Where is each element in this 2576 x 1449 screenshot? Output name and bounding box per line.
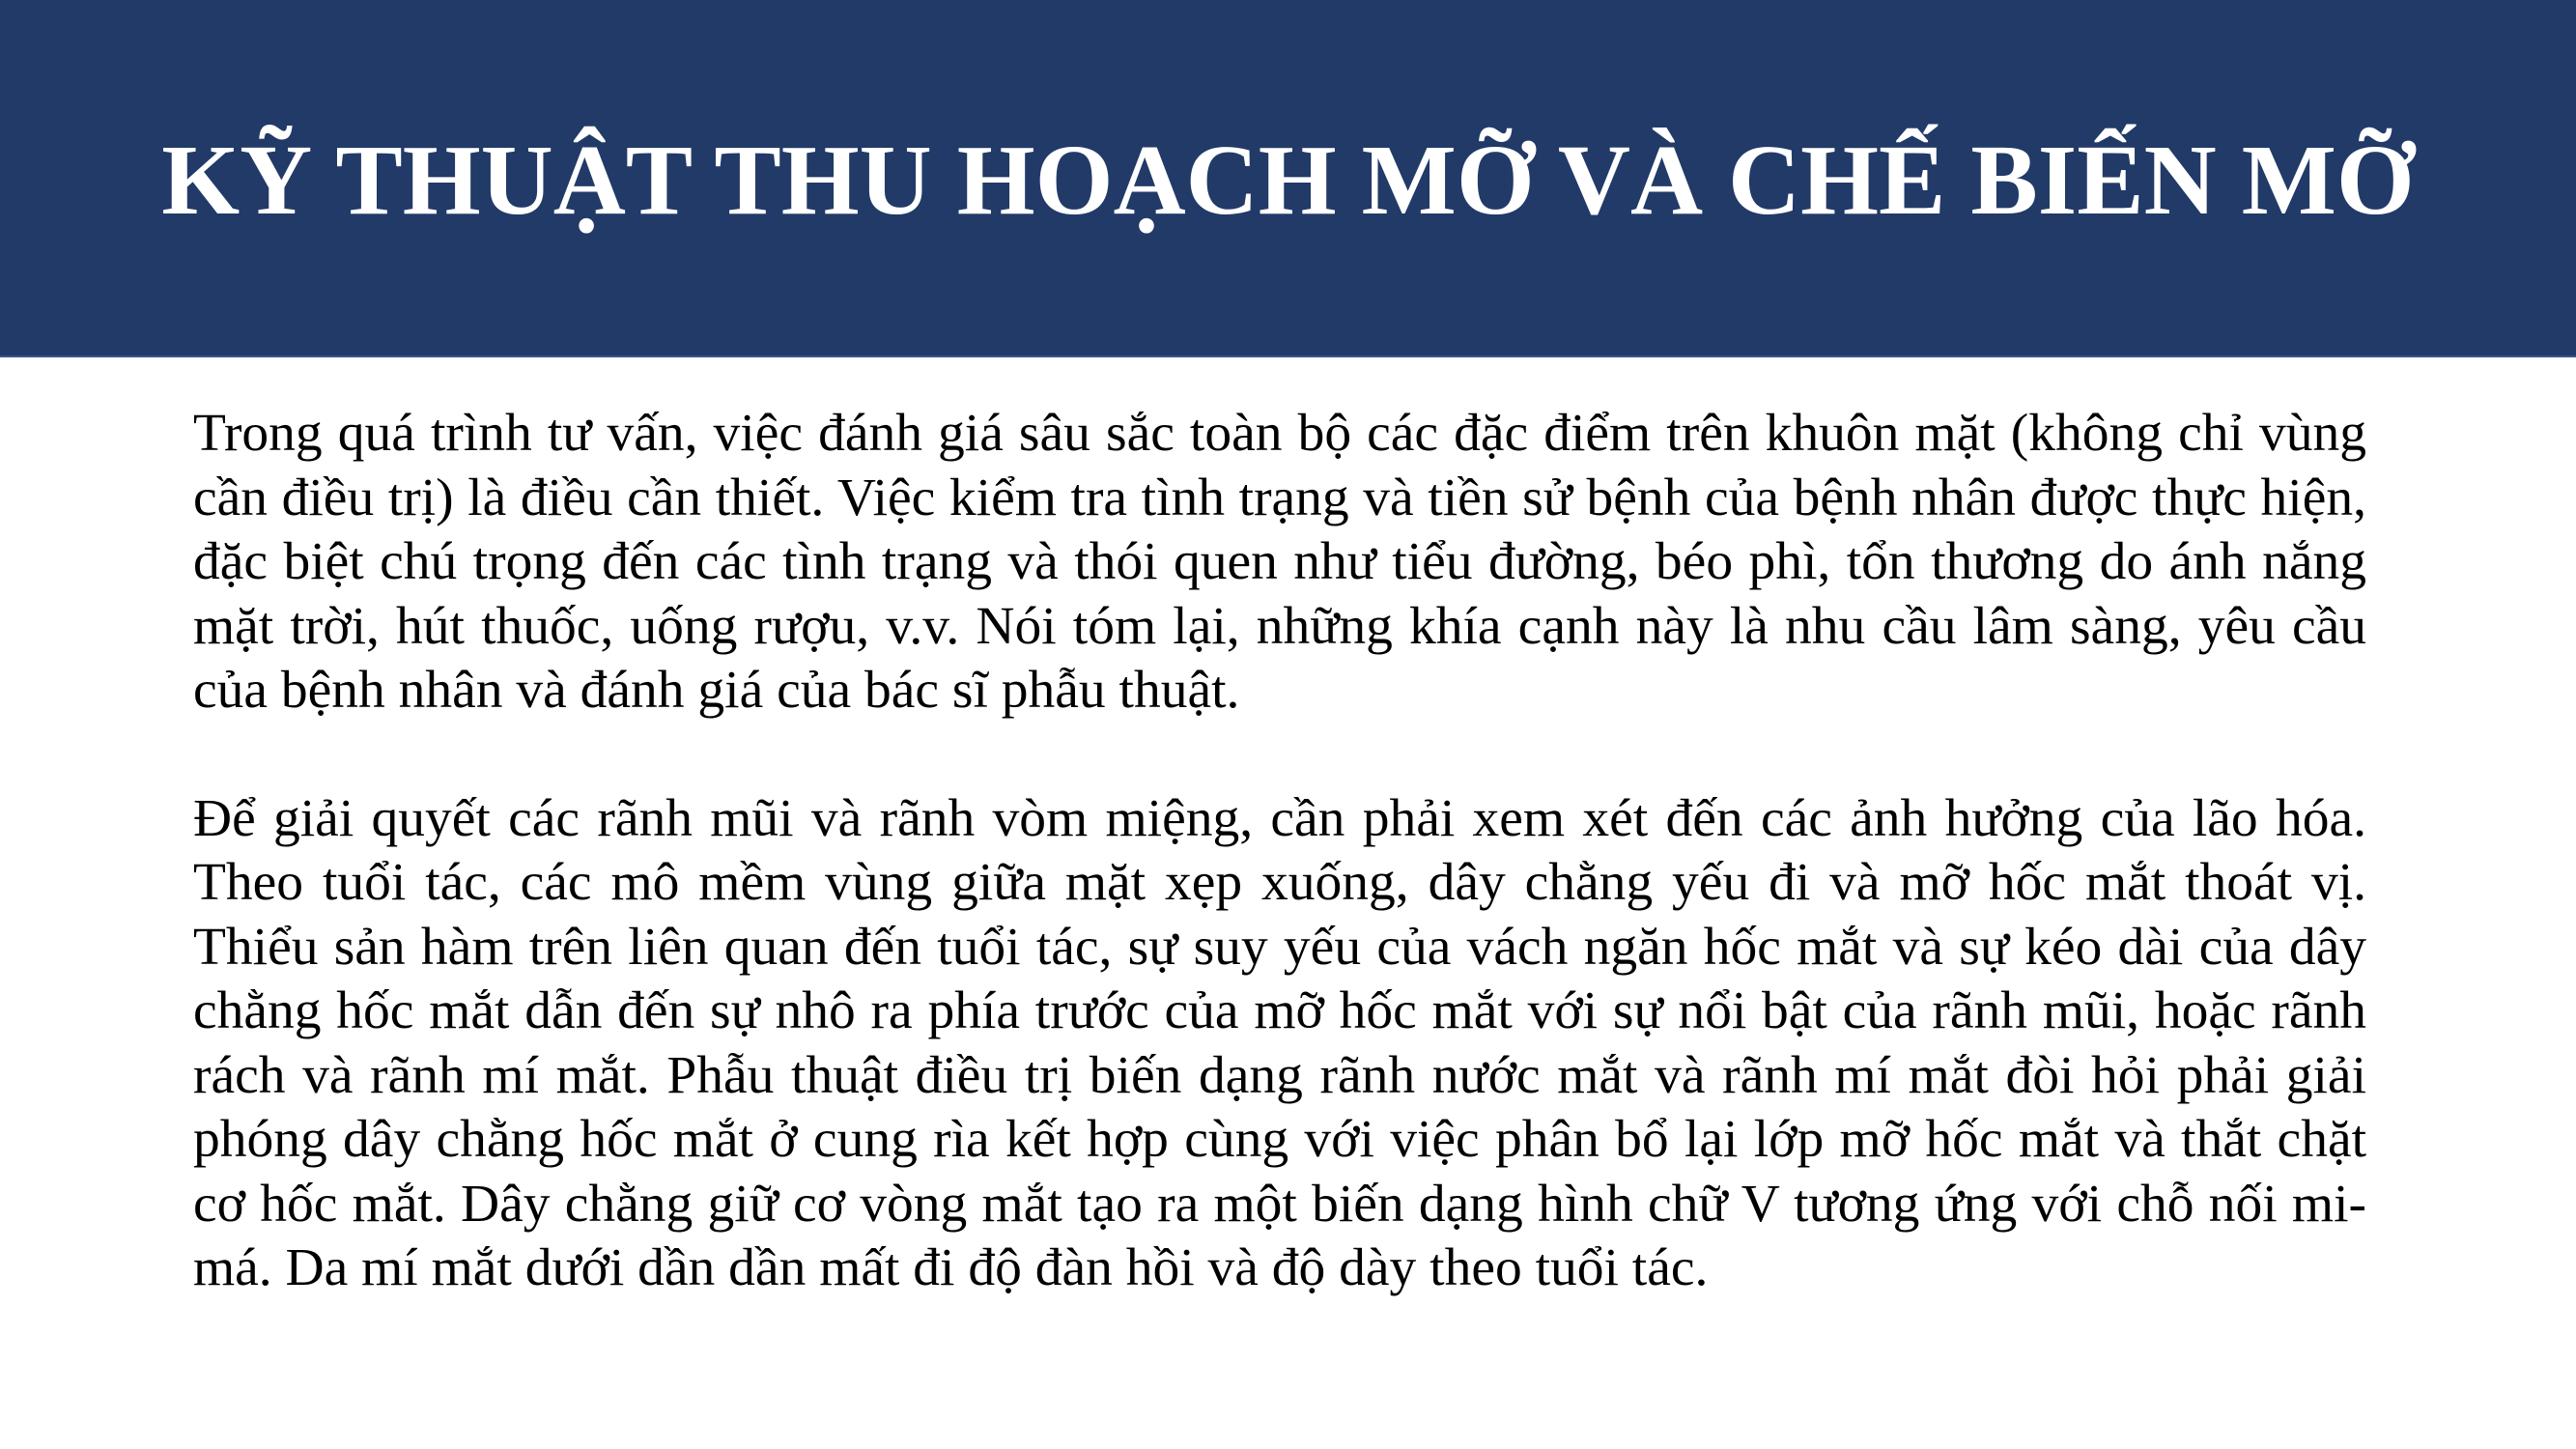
body-paragraph-aging-effects: Để giải quyết các rãnh mũi và rãnh vòm miệng, cần phải xem xét đến các ảnh hưởng của lão hóa. Theo tuổi tác, các mô mềm vùng giữa mặt xẹp xuống, dây chằng yếu đi và mỡ hốc mắt thoát vị. Thiểu sản hàm trên liên quan đến tuổi tác, sự suy yếu của vách ngăn hốc mắt và sự kéo dài của dây chằng hốc mắt dẫn đến sự nhô ra phía trước của mỡ hốc mắt với sự nổi bật của rãnh mũi, hoặc rãnh rách và rãnh mí mắt. Phẫu thuật điều trị biến dạng rãnh nước mắt và rãnh mí mắt đòi hỏi phải giải phóng dây chằng hốc mắt ở cung rìa kết hợp cùng với việc phân bổ lại lớp mỡ hốc mắt và thắt chặt cơ hốc mắt. Dây chằng giữ cơ vòng mắt tạo ra một biến dạng hình chữ V tương ứng với chỗ nối mi-má. Da mí mắt dưới dần dần mất đi độ đàn hồi và độ dày theo tuổi tác. — [193, 788, 2366, 1297]
title-banner — [0, 0, 2576, 357]
body-paragraph-consultation: Trong quá trình tư vấn, việc đánh giá sâu sắc toàn bộ các đặc điểm trên khuôn mặt (không chỉ vùng cần điều trị) là điều cần thiết. Việc kiểm tra tình trạng và tiền sử bệnh của bệnh nhân được thực hiện, đặc biệt chú trọng đến các tình trạng và thói quen như tiểu đường, béo phì, tổn thương do ánh nắng mặt trời, hút thuốc, uống rượu, v.v. Nói tóm lại, những khía cạnh này là nhu cầu lâm sàng, yêu cầu của bệnh nhân và đánh giá của bác sĩ phẫu thuật. — [193, 404, 2366, 720]
slide-title: KỸ THUẬT THU HOẠCH MỠ VÀ CHẾ BIẾN MỠ — [161, 125, 2415, 236]
slide-body — [193, 402, 2366, 1301]
